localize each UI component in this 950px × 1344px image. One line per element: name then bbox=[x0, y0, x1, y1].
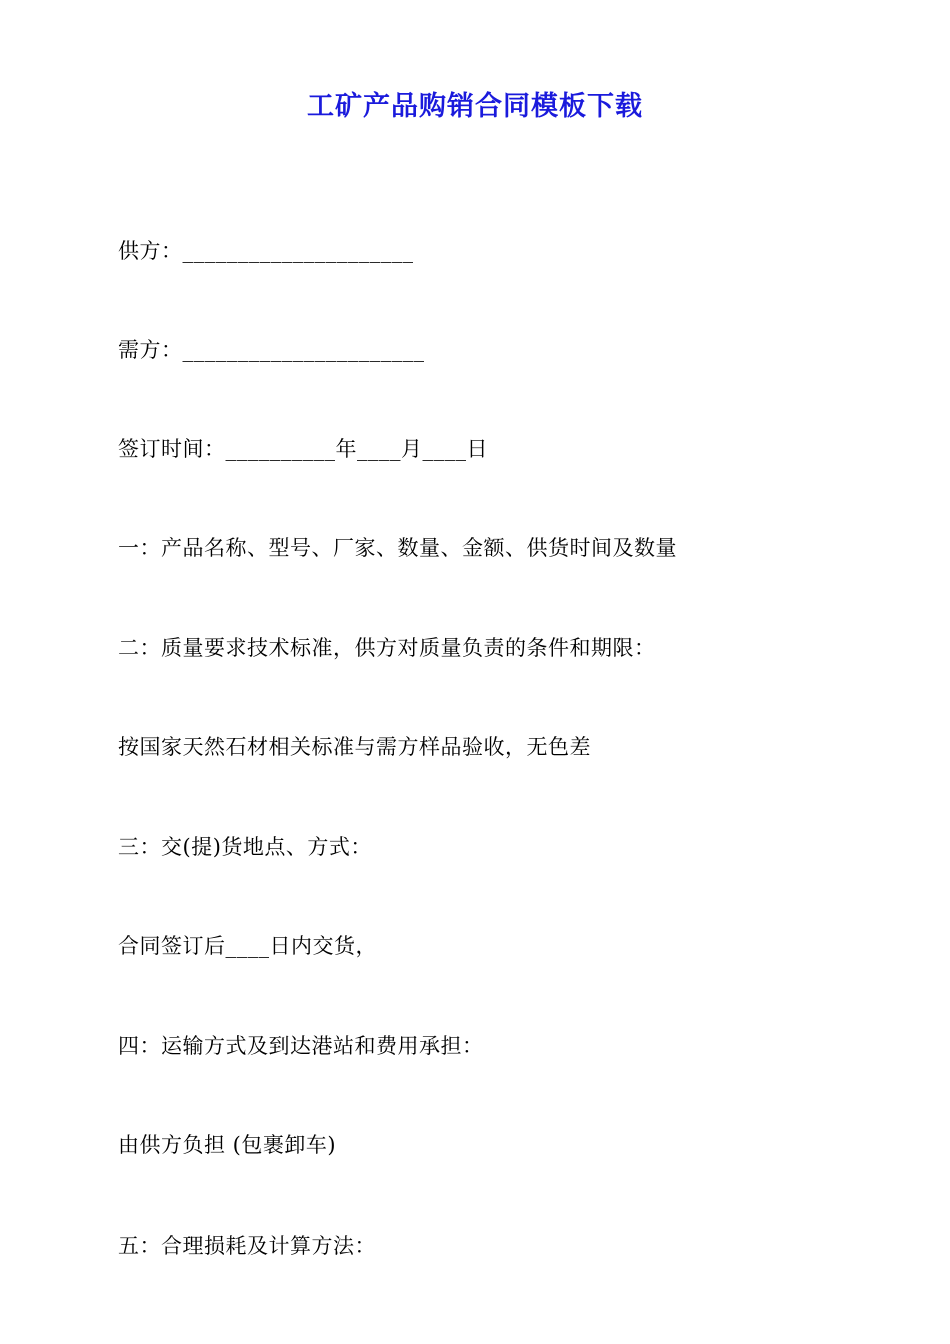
signing-date-line: 签订时间：__________年____月____日 bbox=[118, 437, 488, 461]
section-3-heading: 三：交(提)货地点、方式： bbox=[118, 835, 372, 859]
section-1-heading: 一：产品名称、型号、厂家、数量、金额、供货时间及数量 bbox=[118, 536, 677, 560]
section-2-body: 按国家天然石材相关标准与需方样品验收，无色差 bbox=[118, 735, 591, 759]
section-5-heading: 五：合理损耗及计算方法： bbox=[118, 1234, 376, 1258]
supplier-line: 供方：_____________________ bbox=[118, 239, 414, 263]
buyer-line: 需方：______________________ bbox=[118, 338, 425, 362]
section-3-body: 合同签订后____日内交货， bbox=[118, 934, 377, 958]
section-4-heading: 四：运输方式及到达港站和费用承担： bbox=[118, 1034, 484, 1058]
section-4-body: 由供方负担 (包裹卸车) bbox=[118, 1133, 337, 1157]
document-title: 工矿产品购销合同模板下载 bbox=[307, 91, 643, 122]
section-2-heading: 二：质量要求技术标准，供方对质量负责的条件和期限： bbox=[118, 636, 656, 660]
